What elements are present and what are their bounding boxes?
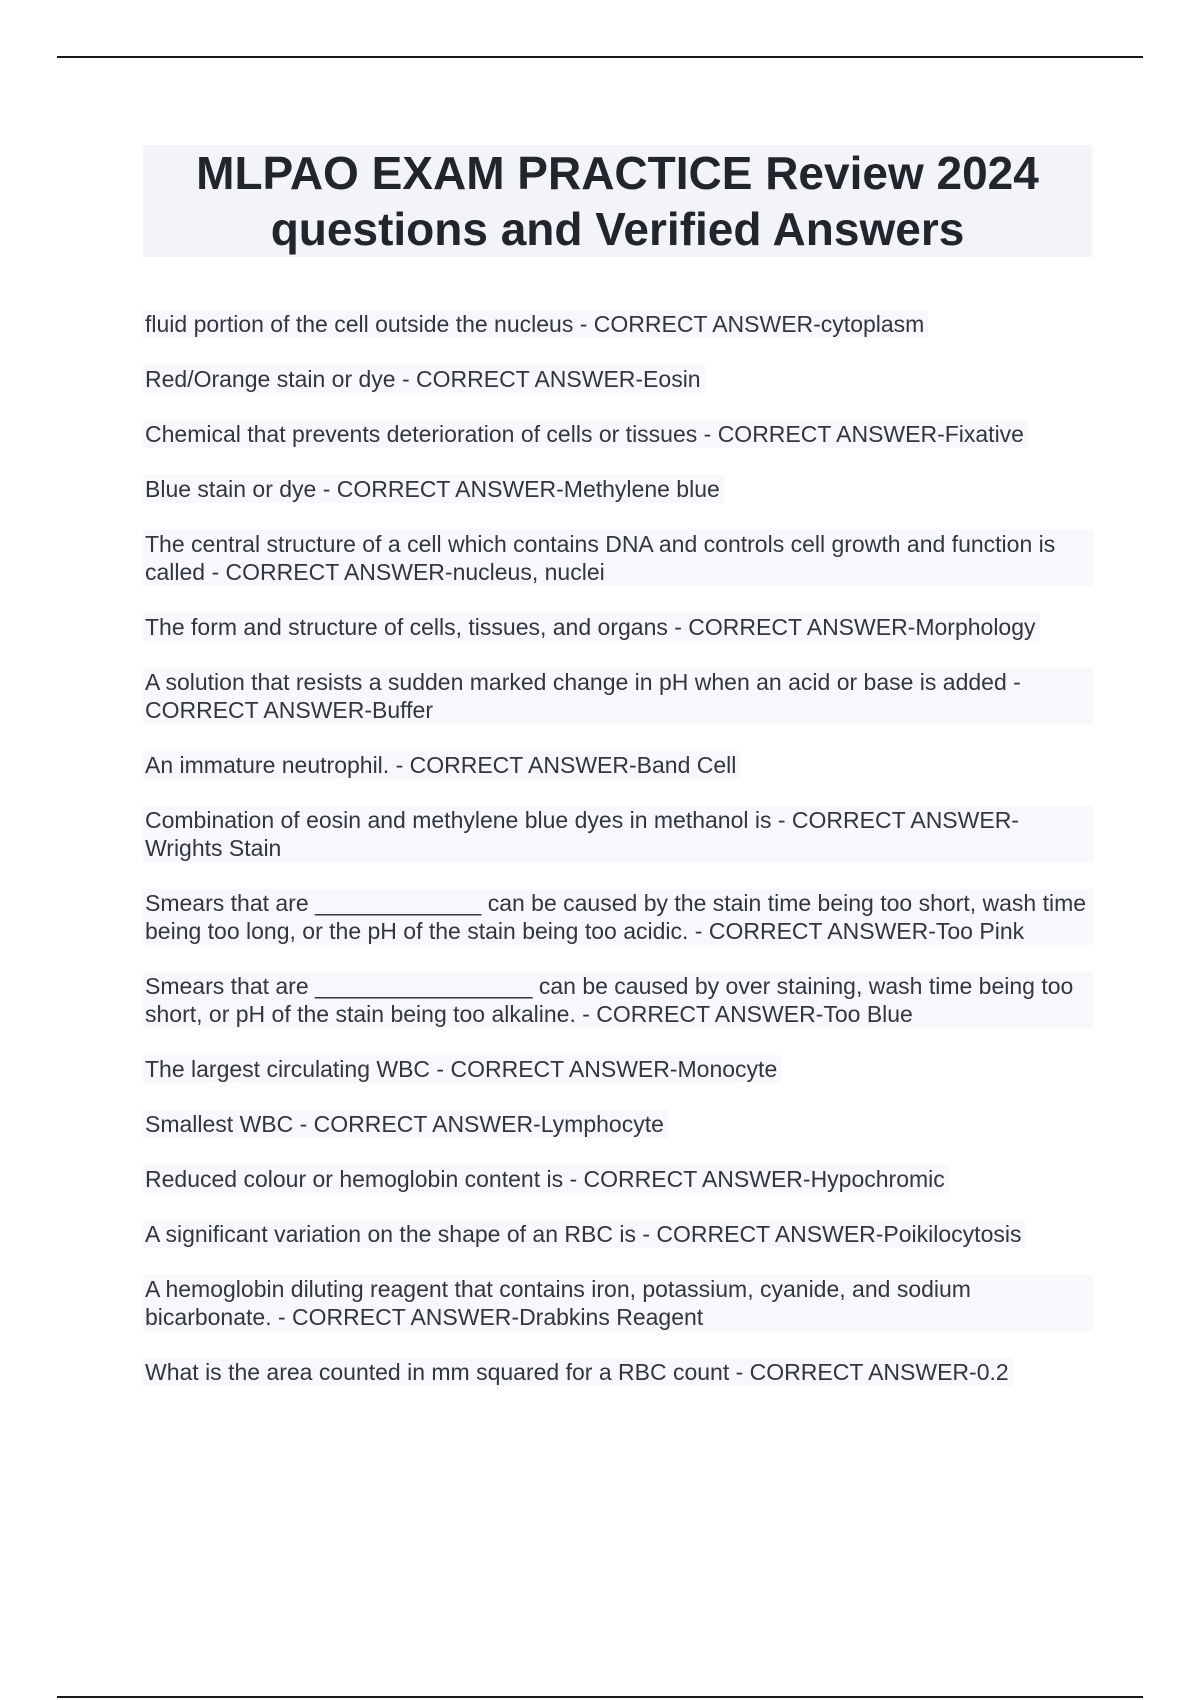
title-block: [143, 145, 1092, 257]
qa-item: The central structure of a cell which contains DNA and controls cell growth and function is called - CORRECT ANSWER-nucleus, nuclei: [143, 530, 1093, 586]
page-title: MLPAO EXAM PRACTICE Review 2024 questions and Verified Answers: [196, 147, 1039, 255]
qa-item: Red/Orange stain or dye - CORRECT ANSWER-Eosin: [143, 365, 705, 393]
qa-item: A significant variation on the shape of an RBC is - CORRECT ANSWER-Poikilocytosis: [143, 1220, 1025, 1248]
bottom-divider: [57, 1696, 1143, 1698]
qa-list: [143, 310, 1093, 1413]
qa-item: Blue stain or dye - CORRECT ANSWER-Methylene blue: [143, 475, 724, 503]
qa-item: The largest circulating WBC - CORRECT ANSWER-Monocyte: [143, 1055, 781, 1083]
qa-item: Smears that are _____________ can be caused by the stain time being too short, wash time being too long, or the pH of the stain being too acidic. - CORRECT ANSWER-Too Pink: [143, 889, 1093, 945]
top-divider: [57, 56, 1143, 58]
qa-item: Chemical that prevents deterioration of cells or tissues - CORRECT ANSWER-Fixative: [143, 420, 1028, 448]
qa-item: Reduced colour or hemoglobin content is - CORRECT ANSWER-Hypochromic: [143, 1165, 949, 1193]
qa-item: Smallest WBC - CORRECT ANSWER-Lymphocyte: [143, 1110, 668, 1138]
qa-item: Combination of eosin and methylene blue dyes in methanol is - CORRECT ANSWER-Wrights Stain: [143, 806, 1093, 862]
qa-item: The form and structure of cells, tissues, and organs - CORRECT ANSWER-Morphology: [143, 613, 1040, 641]
qa-item: fluid portion of the cell outside the nucleus - CORRECT ANSWER-cytoplasm: [143, 310, 928, 338]
qa-item: An immature neutrophil. - CORRECT ANSWER-Band Cell: [143, 751, 740, 779]
qa-item: A solution that resists a sudden marked change in pH when an acid or base is added - CORRECT ANSWER-Buffer: [143, 668, 1093, 724]
qa-item: What is the area counted in mm squared for a RBC count - CORRECT ANSWER-0.2: [143, 1358, 1013, 1386]
qa-item: Smears that are _________________ can be caused by over staining, wash time being too short, or pH of the stain being too alkaline. - CORRECT ANSWER-Too Blue: [143, 972, 1093, 1028]
qa-item: A hemoglobin diluting reagent that contains iron, potassium, cyanide, and sodium bicarbonate. - CORRECT ANSWER-Drabkins Reagent: [143, 1275, 1093, 1331]
